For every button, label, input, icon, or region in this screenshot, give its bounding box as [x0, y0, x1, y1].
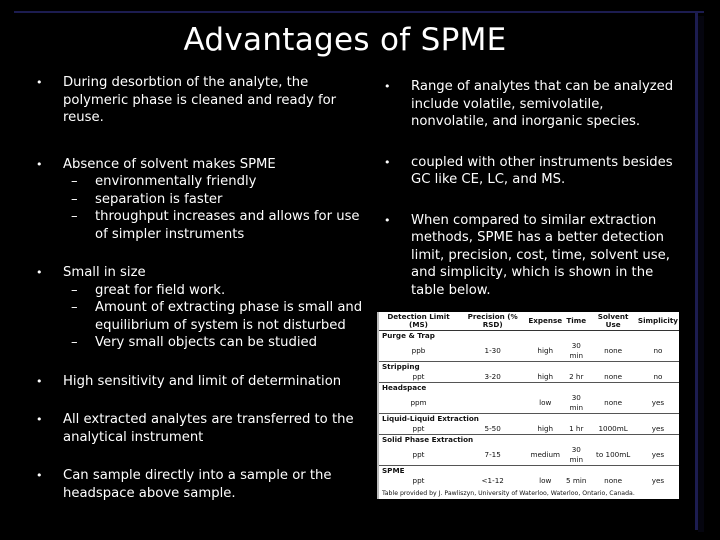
table-cell: none: [604, 346, 623, 355]
table-cell: 5 min: [566, 476, 587, 485]
table-cell: low: [539, 476, 552, 485]
bullet-icon: •: [36, 469, 43, 482]
right-column: [384, 78, 684, 299]
table-cell: ppt: [412, 372, 425, 381]
sub-item-text: environmentally friendly: [95, 174, 257, 189]
bullet-item: [36, 373, 366, 391]
section-label: Purge & Trap: [379, 331, 679, 342]
bullet-text: Absence of solvent makes SPME: [63, 156, 276, 172]
table-cell: high: [537, 372, 554, 381]
sub-item-text: great for field work.: [95, 282, 226, 298]
sub-item: [36, 282, 366, 300]
column-header: Precision (% RSD): [458, 312, 527, 331]
table-cell: 30 min: [569, 445, 584, 464]
table-cell: ppt: [412, 450, 425, 459]
table-cell: ppt: [412, 424, 425, 433]
table-cell: 30 min: [569, 341, 584, 360]
table-cell: high: [537, 424, 554, 433]
dash-icon: –: [71, 191, 78, 207]
table-cell: [458, 393, 527, 414]
table-row: [379, 372, 679, 383]
bullet-text: coupled with other instruments besides GC like CE, LC, and MS.: [411, 154, 673, 187]
table-row: [379, 476, 679, 486]
bullet-icon: •: [384, 155, 391, 169]
table-cell: 5-50: [484, 424, 501, 433]
table-cell: medium: [530, 450, 561, 459]
table-section-row: [379, 383, 679, 394]
section-label: Liquid-Liquid Extraction: [379, 414, 679, 425]
table-row: [379, 424, 679, 435]
table-cell: ppb: [411, 346, 426, 355]
bullet-text: When compared to similar extraction methods, SPME has a better detection limit, precision, cost, time, solvent use, and simplicity, which is shown in the table below.: [411, 212, 670, 298]
bullet-icon: •: [36, 413, 43, 426]
column-header: Time: [563, 312, 589, 331]
dash-icon: –: [71, 282, 78, 298]
table-section-row: [379, 414, 679, 425]
frame-top-border: [14, 11, 704, 13]
bullet-item: [36, 156, 366, 244]
bullet-text: Range of analytes that can be analyzed include volatile, semivolatile, nonvolatile, and inorganic species.: [411, 79, 674, 129]
bullet-item: [384, 78, 684, 131]
table-section-row: [379, 362, 679, 373]
table-cell: none: [604, 398, 623, 407]
section-label: Solid Phase Extraction: [379, 435, 679, 446]
dash-icon: –: [71, 209, 78, 224]
table-cell: yes: [651, 424, 665, 433]
bullet-text: Can sample directly into a sample or the headspace above sample.: [63, 468, 332, 501]
bullet-item: [384, 154, 684, 189]
table-cell: yes: [651, 476, 665, 485]
sub-item-text: Amount of extracting phase is small and equilibrium of system is not disturbed: [95, 300, 363, 333]
bullet-item: [36, 74, 366, 127]
table-cell: yes: [651, 398, 665, 407]
column-header: Simplicity: [637, 312, 679, 331]
table-cell: yes: [651, 450, 665, 459]
sub-item-text: throughput increases and allows for use of simpler instruments: [95, 209, 360, 242]
column-header: Solvent Use: [589, 312, 637, 331]
table-row: [379, 445, 679, 466]
sub-item: [36, 334, 366, 352]
table-cell: to 100mL: [596, 450, 631, 459]
table-cell: 3-20: [484, 372, 501, 381]
table-cell: none: [604, 476, 623, 485]
table-header-row: [379, 312, 679, 331]
section-label: Stripping: [379, 362, 679, 373]
table-section-row: [379, 331, 679, 342]
comparison-table-grid: [379, 312, 679, 486]
table-cell: 1-30: [484, 346, 501, 355]
table-cell: no: [653, 372, 663, 381]
bullet-icon: •: [36, 266, 43, 279]
bullet-item: [36, 264, 366, 352]
bullet-icon: •: [36, 157, 43, 171]
table-cell: <1-12: [481, 476, 504, 485]
table-section-row: [379, 435, 679, 446]
table-cell: high: [537, 346, 554, 355]
dash-icon: –: [71, 300, 78, 315]
table-cell: ppt: [412, 476, 425, 485]
table-cell: no: [653, 346, 663, 355]
table-row: [379, 341, 679, 362]
sub-item: [36, 191, 366, 209]
column-header: Detection Limit (MS): [379, 312, 458, 331]
table-row: [379, 393, 679, 414]
table-section-row: [379, 466, 679, 477]
sub-item: [36, 173, 366, 191]
bullet-icon: •: [36, 76, 43, 89]
column-header: Expense: [527, 312, 563, 331]
bullet-icon: •: [36, 374, 43, 388]
table-cell: 2 hr: [569, 372, 584, 381]
table-cell: ppm: [410, 398, 427, 407]
sub-item: [36, 208, 366, 243]
sub-item-text: separation is faster: [95, 191, 223, 207]
table-cell: 1 hr: [569, 424, 584, 433]
bullet-text: All extracted analytes are transferred to the analytical instrument: [63, 412, 354, 445]
table-cell: none: [604, 372, 623, 381]
left-column: [36, 74, 366, 502]
bullet-icon: •: [384, 213, 391, 227]
bullet-text: During desorbtion of the analyte, the polymeric phase is cleaned and ready for reuse.: [63, 75, 337, 125]
table-cell: low: [539, 398, 552, 407]
comparison-table: [377, 312, 679, 499]
dash-icon: –: [71, 174, 78, 189]
table-cell: 30 min: [569, 393, 584, 412]
bullet-item: [36, 411, 366, 446]
slide-title: Advantages of SPME: [183, 22, 507, 58]
bullet-item: [384, 212, 684, 300]
sub-item: [36, 299, 366, 334]
bullet-text: High sensitivity and limit of determination: [63, 373, 342, 389]
table-credit: Table provided by J. Pawliszyn, University of Waterloo, Waterloo, Ontario, Canada.: [382, 490, 635, 497]
bullet-item: [36, 467, 366, 502]
table-cell: 1000mL: [598, 424, 628, 433]
bullet-text: Small in size: [63, 265, 146, 280]
section-label: Headspace: [379, 383, 679, 394]
section-label: SPME: [379, 466, 679, 477]
dash-icon: –: [71, 335, 78, 350]
table-cell: 7-15: [484, 450, 501, 459]
bullet-icon: •: [384, 80, 391, 93]
sub-item-text: Very small objects can be studied: [95, 335, 318, 350]
frame-shadow: [698, 16, 704, 532]
